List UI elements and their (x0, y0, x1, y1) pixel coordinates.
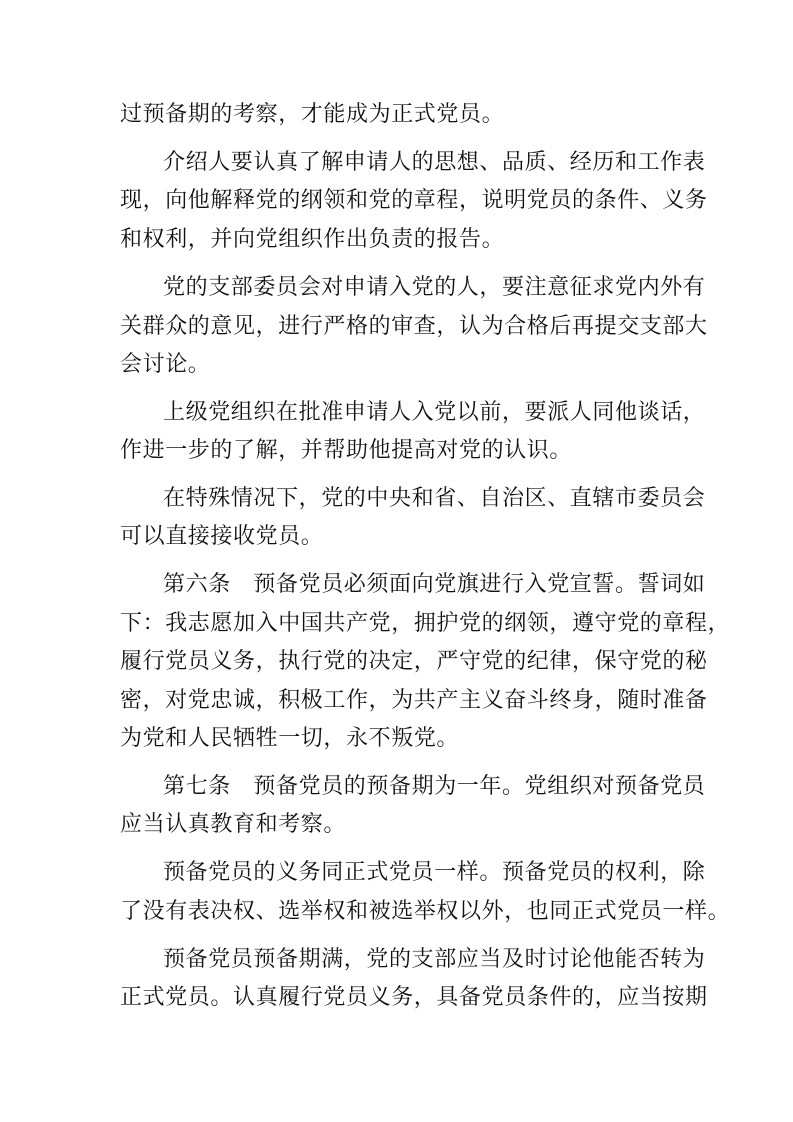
text-line: 会讨论。 (120, 352, 211, 377)
text-line: 过预备期的考察，才能成为正式党员。 (120, 102, 505, 127)
text-line: 关群众的意见，进行严格的审查，认为合格后再提交支部大 (120, 314, 708, 339)
text-line: 下：我志愿加入中国共产党，拥护党的纲领，遵守党的章程， (120, 611, 731, 636)
text-line: 上级党组织在批准申请人入党以前，要派人同他谈话， (163, 400, 706, 425)
text-line: 和权利，并向党组织作出负责的报告。 (120, 227, 505, 252)
text-line: 党的支部委员会对申请入党的人，要注意征求党内外有 (163, 275, 706, 300)
text-line: 预备党员预备期满，党的支部应当及时讨论他能否转为 (163, 947, 706, 972)
text-line: 第七条 预备党员的预备期为一年。党组织对预备党员 (163, 774, 706, 799)
text-line: 预备党员的义务同正式党员一样。预备党员的权利，除 (163, 860, 706, 885)
text-line: 现，向他解释党的纲领和党的章程，说明党员的条件、义务 (120, 188, 708, 213)
text-line: 作进一步的了解，并帮助他提高对党的认识。 (120, 438, 573, 463)
text-line: 在特殊情况下，党的中央和省、自治区、直辖市委员会 (163, 486, 706, 511)
text-line: 了没有表决权、选举权和被选举权以外，也同正式党员一样。 (120, 899, 731, 924)
text-line: 正式党员。认真履行党员义务，具备党员条件的，应当按期 (120, 985, 708, 1010)
text-line: 履行党员义务，执行党的决定，严守党的纪律，保守党的秘 (120, 649, 708, 674)
text-line: 应当认真教育和考察。 (120, 812, 347, 837)
text-line: 可以直接接收党员。 (120, 524, 324, 549)
text-line: 密，对党忠诚，积极工作，为共产主义奋斗终身，随时准备 (120, 688, 708, 713)
text-line: 介绍人要认真了解申请人的思想、品质、经历和工作表 (163, 150, 706, 175)
text-line: 第六条 预备党员必须面向党旗进行入党宣誓。誓词如 (163, 572, 706, 597)
text-line: 为党和人民牺牲一切，永不叛党。 (120, 726, 460, 751)
